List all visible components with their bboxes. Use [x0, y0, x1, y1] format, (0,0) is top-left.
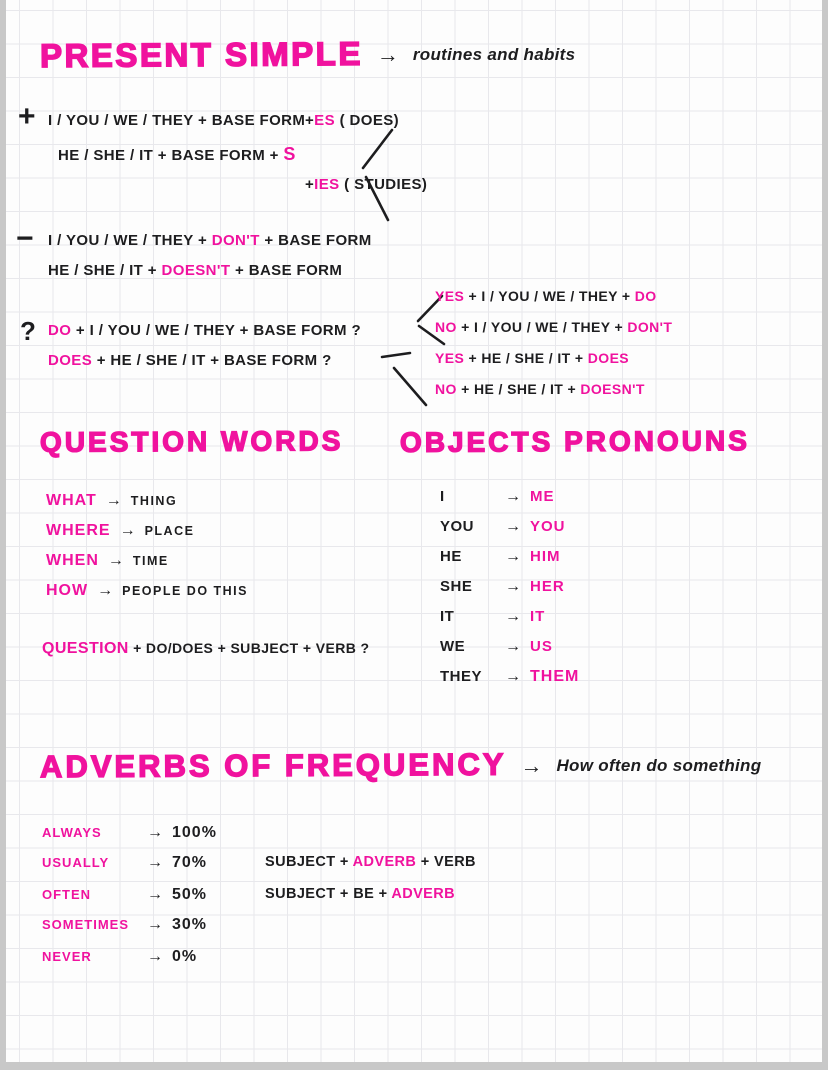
- question-formula-keyword: QUESTION: [42, 640, 129, 657]
- affirmative-line-2: [58, 144, 296, 165]
- subject-pronoun: IT: [440, 608, 455, 625]
- adverb-formula-1-pre: SUBJECT +: [265, 854, 349, 870]
- question-word-meaning: PEOPLE DO THIS: [122, 584, 248, 598]
- page-title: PRESENT SIMPLE: [39, 34, 364, 75]
- object-pronoun: IT: [530, 608, 546, 625]
- question-formula: [42, 640, 370, 658]
- interrogative-line-2-post: + HE / SHE / IT + BASE FORM ?: [96, 352, 332, 369]
- adverb-item: [42, 886, 207, 904]
- question-word-item: [46, 552, 169, 570]
- question-word-meaning: PLACE: [144, 524, 195, 538]
- arrow-icon: →: [119, 522, 136, 539]
- adverb-formula-1-post: + VERB: [420, 854, 476, 870]
- interrogative-line-1-aux: DO: [48, 322, 72, 339]
- adverb-word: OFTEN: [42, 887, 92, 902]
- arrow-icon: →: [505, 638, 521, 655]
- minus-sign: −: [16, 222, 34, 255]
- branch-es-suffix: ES: [314, 112, 335, 129]
- question-word-item: [46, 582, 248, 600]
- short-answer-aux: DON'T: [627, 319, 673, 335]
- short-answer-word: YES: [435, 288, 465, 304]
- question-word-meaning: TIME: [132, 554, 169, 568]
- short-answer-middle: + I / YOU / WE / THEY +: [468, 288, 631, 304]
- pronoun-item: [440, 518, 566, 536]
- adverb-formula-1: [265, 854, 476, 870]
- pronoun-item: [440, 488, 555, 506]
- question-word: WHEN: [46, 552, 99, 569]
- branch-dash: [382, 353, 410, 357]
- branch-ies: [305, 176, 427, 193]
- pronoun-item: [440, 608, 545, 626]
- negative-line-1-pre: I / YOU / WE / THEY +: [48, 232, 208, 249]
- object-pronoun: YOU: [530, 518, 566, 535]
- short-answer-word: NO: [435, 381, 457, 397]
- interrogative-line-2-aux: DOES: [48, 352, 93, 369]
- notes-page: [6, 0, 822, 1062]
- arrow-icon: →: [147, 824, 163, 841]
- branch-backslash: [394, 368, 426, 405]
- negative-line-1-aux: DON'T: [211, 232, 260, 249]
- branch-es-example: ( DOES): [339, 112, 400, 129]
- arrow-icon: →: [107, 552, 124, 569]
- subject-pronoun: WE: [440, 638, 466, 655]
- adverb-value: 30%: [172, 916, 208, 933]
- object-pronouns-heading: OBJECTS PRONOUNS: [399, 425, 750, 458]
- short-answer-row: [435, 288, 657, 304]
- pronoun-item: [440, 638, 553, 656]
- subject-pronoun: SHE: [440, 578, 473, 595]
- negative-line-1: [48, 232, 372, 249]
- adverb-word: USUALLY: [42, 855, 110, 870]
- question-word-item: [46, 492, 177, 510]
- object-pronoun: US: [530, 638, 553, 655]
- negative-line-1-post: + BASE FORM: [264, 232, 372, 249]
- affirmative-line-1: I / YOU / WE / THEY + BASE FORM: [48, 112, 306, 129]
- adverb-item: [42, 916, 207, 934]
- suffix-s: S: [283, 144, 296, 164]
- adverbs-heading-line: [40, 748, 761, 784]
- short-answer-middle: + I / YOU / WE / THEY +: [461, 319, 624, 335]
- adverb-formula-2-highlight: ADVERB: [391, 886, 455, 902]
- plus-sign: +: [18, 100, 36, 133]
- subject-pronoun: YOU: [440, 518, 475, 535]
- object-pronoun: HER: [530, 578, 565, 595]
- adverb-item: [42, 948, 197, 966]
- adverb-value: 100%: [172, 824, 217, 841]
- adverb-word: ALWAYS: [42, 825, 102, 840]
- adverb-value: 50%: [172, 886, 208, 903]
- branch-line-es: [363, 130, 392, 168]
- branch-ies-plus: +: [305, 176, 315, 193]
- adverb-word: SOMETIMES: [42, 917, 130, 932]
- object-pronoun: HIM: [530, 548, 561, 565]
- interrogative-line-2: [48, 352, 332, 369]
- question-word: HOW: [46, 582, 89, 599]
- arrow-icon: →: [147, 854, 163, 871]
- subject-pronoun: THEY: [440, 668, 483, 685]
- adverb-formula-2-pre: SUBJECT + BE +: [265, 886, 388, 902]
- arrow-icon: →: [105, 492, 122, 509]
- short-answer-row: [435, 350, 629, 366]
- arrow-icon: →: [505, 668, 521, 685]
- interrogative-line-1: [48, 322, 361, 339]
- negative-line-2: [48, 262, 342, 279]
- adverb-formula-2: [265, 886, 455, 902]
- adverb-value: 70%: [172, 854, 208, 871]
- arrow-icon: →: [147, 948, 163, 965]
- adverb-item: [42, 854, 207, 872]
- branch-ies-suffix: IES: [314, 176, 340, 193]
- branch-es: [305, 112, 399, 129]
- question-words-heading: QUESTION WORDS: [39, 425, 344, 458]
- interrogative-line-1-post: + I / YOU / WE / THEY + BASE FORM ?: [75, 322, 362, 339]
- short-answer-aux: DOESN'T: [580, 381, 645, 397]
- pronoun-item: [440, 548, 561, 566]
- object-pronoun: ME: [530, 488, 555, 505]
- question-word-meaning: THING: [130, 494, 178, 508]
- arrow-icon: →: [505, 488, 521, 505]
- question-formula-rest: + DO/DOES + SUBJECT + VERB ?: [133, 640, 370, 656]
- adverbs-heading: ADVERBS OF FREQUENCY: [39, 746, 507, 785]
- branch-es-plus: +: [305, 112, 315, 129]
- short-answer-aux: DO: [634, 288, 657, 304]
- branch-ies-example: ( STUDIES): [344, 176, 428, 193]
- question-mark-sign: ?: [20, 316, 36, 346]
- adverb-item: [42, 824, 217, 842]
- arrow-icon: →: [505, 578, 521, 595]
- arrow-icon: →: [376, 42, 399, 67]
- arrow-icon: →: [147, 916, 163, 933]
- adverb-formula-1-highlight: ADVERB: [352, 854, 417, 870]
- title-note: routines and habits: [412, 45, 576, 64]
- adverbs-note: How often do something: [556, 756, 762, 775]
- subject-pronoun: I: [440, 488, 445, 505]
- negative-line-2-pre: HE / SHE / IT +: [48, 262, 157, 279]
- arrow-icon: →: [97, 582, 114, 599]
- short-answer-middle: + HE / SHE / IT +: [468, 350, 584, 366]
- short-answer-row: [435, 319, 672, 335]
- arrow-icon: →: [520, 753, 543, 778]
- arrow-icon: →: [505, 518, 521, 535]
- question-word: WHAT: [46, 492, 97, 509]
- pronoun-item: [440, 578, 565, 596]
- object-pronoun: THEM: [530, 668, 580, 685]
- arrow-icon: →: [147, 886, 163, 903]
- short-answer-aux: DOES: [587, 350, 630, 366]
- affirmative-line-2-text: HE / SHE / IT + BASE FORM +: [58, 147, 279, 164]
- subject-pronoun: HE: [440, 548, 462, 565]
- pronoun-item: [440, 668, 579, 686]
- adverb-word: NEVER: [42, 949, 92, 964]
- short-answer-word: YES: [435, 350, 465, 366]
- adverb-value: 0%: [172, 948, 198, 965]
- title-line: [40, 36, 575, 74]
- short-answer-word: NO: [435, 319, 457, 335]
- negative-line-2-aux: DOESN'T: [161, 262, 231, 279]
- arrow-icon: →: [505, 548, 521, 565]
- short-answer-row: [435, 381, 645, 397]
- short-answer-middle: + HE / SHE / IT +: [461, 381, 577, 397]
- negative-line-2-post: + BASE FORM: [234, 262, 343, 279]
- question-word-item: [46, 522, 194, 540]
- question-word: WHERE: [46, 522, 111, 539]
- arrow-icon: →: [505, 608, 521, 625]
